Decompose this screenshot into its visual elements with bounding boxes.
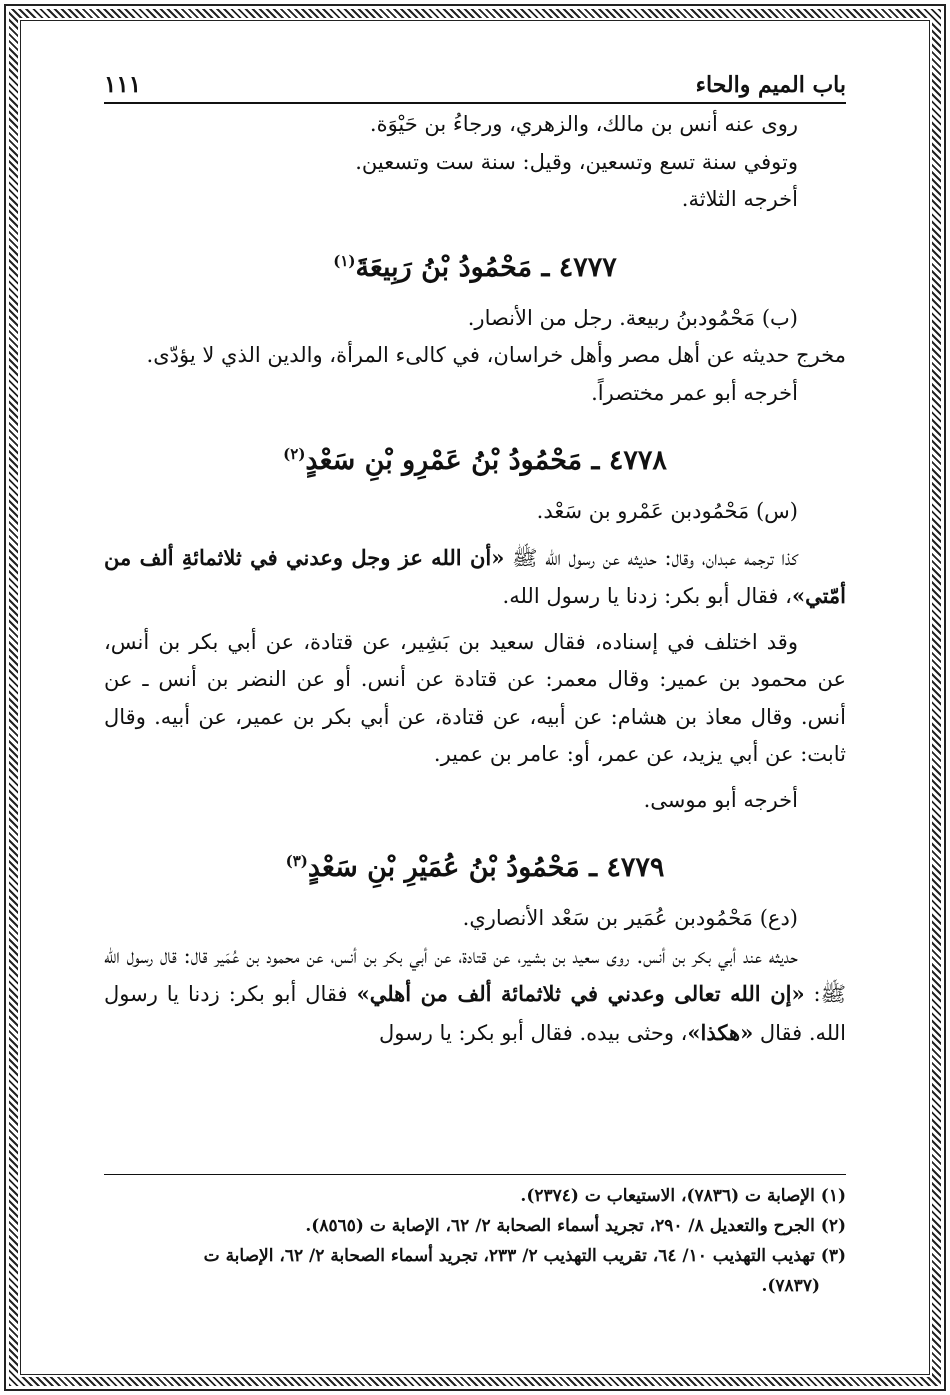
paragraph: مخرج حديثه عن أهل مصر وأهل خراسان، في كالىء المرأة، والدين الذي لا يؤدّى. xyxy=(146,343,846,367)
paragraph: روى عنه أنس بن مالك، والزهري، ورجاءُ بن حَيْوَة. xyxy=(369,112,798,136)
heading-text: ٤٧٧٨ ـ مَحْمُودُ بْنُ عَمْرِو بْنِ سَعْدٍ xyxy=(305,445,667,476)
footnote-ref: (٢) xyxy=(283,445,306,463)
paragraph: (س) مَحْمُودبن عَمْرو بن سَعْد. xyxy=(536,499,798,523)
paragraph: (دع) مَحْمُودبن عُمَير بن سَعْد الأنصاري. xyxy=(462,906,798,930)
page-number: ١١١ xyxy=(104,71,142,98)
text-run: ، فقال أبو بكر: زدنا يا رسول الله. xyxy=(502,584,792,608)
text-run: حديثه عند أبي بكر بن أنس. روى سعيد بن بشير، عن قتادة، عن أبي بكر بن أنس، عن محمود بن عُمَير قال: قال رسول الله ﷺ: xyxy=(104,943,846,1006)
text-run: ، وحثى بيده. فقال أبو بكر: يا رسول xyxy=(379,1020,688,1045)
heading-text: ٤٧٧٧ ـ مَحْمُودُ بْنُ رَبِيعَةَ xyxy=(355,251,617,283)
paragraph: وتوفي سنة تسع وتسعين، وقيل: سنة ست وتسعين. xyxy=(355,149,798,174)
hadith-quote: «أن الله عز وجل وعدني في ثلاثمائةِ ألف من أمّتي» xyxy=(104,544,846,608)
paragraph xyxy=(104,539,846,616)
main-text xyxy=(104,106,846,1052)
text-run: كذا ترجمه عبدان، وقال: حديثه عن رسول الله ﷺ xyxy=(504,545,798,570)
heading-text: ٤٧٧٩ ـ مَحْمُودُ بْنُ عُمَيْرِ بْنِ سَعْدٍ xyxy=(307,852,665,883)
paragraph: أخرجه أبو عمر مختصراً. xyxy=(591,380,798,405)
running-header xyxy=(104,58,846,104)
footnote-ref: (٣) xyxy=(285,852,308,870)
entry-heading-4777 xyxy=(104,241,846,288)
footnote-3: (٣) تهذيب التهذيب ١٠/ ٦٤، تقريب التهذيب ٢/ ٢٣٣، تجريد أسماء الصحابة ٢/ ٦٢، الإصابة ت xyxy=(203,1246,846,1266)
entry-heading-4778 xyxy=(104,434,846,481)
footnote-3-continued: (٧٨٣٧). xyxy=(761,1276,820,1296)
hadith-quote: «هكذا» xyxy=(687,1019,754,1045)
paragraph: (ب) مَحْمُودبنُ ربيعة. رجل من الأنصار. xyxy=(467,305,798,330)
text-run: فقال أبو بكر: زدنا يا رسول الله. فقال xyxy=(104,982,846,1045)
footnotes xyxy=(104,1174,846,1301)
paragraph: وقد اختلف في إسناده، فقال سعيد بن بَشِير، عن قتادة، عن أبي بكر بن أنس، عن محمود بن عمير: وقال معمر: عن قتادة عن أنس. أو عن النضر بن أنس ـ عن أنس. وقال معاذ بن هشام: عن أبيه، عن قتادة، عن أبي بكر بن عمير، عن أبيه. وقال ثابت: عن أبي يزيد، عن عمر، أو: عامر بن عمير. xyxy=(104,629,846,766)
paragraph: أخرجه الثلاثة. xyxy=(681,187,798,211)
footnote-ref: (١) xyxy=(333,251,356,270)
chapter-title: باب الميم والحاء xyxy=(695,72,846,98)
entry-heading-4779 xyxy=(104,841,846,888)
paragraph xyxy=(104,938,846,1053)
paragraph: أخرجه أبو موسى. xyxy=(643,787,798,812)
footnote-1: (١) الإصابة ت (٧٨٣٦)، الاستيعاب ت (٢٣٧٤). xyxy=(520,1186,846,1206)
hadith-quote: «إن الله تعالى وعدني في ثلاثمائة ألف من أهلي» xyxy=(356,981,805,1006)
footnote-2: (٢) الجرح والتعديل ٨/ ٢٩٠، تجريد أسماء الصحابة ٢/ ٦٢، الإصابة ت (٨٥٦٥). xyxy=(305,1216,846,1236)
